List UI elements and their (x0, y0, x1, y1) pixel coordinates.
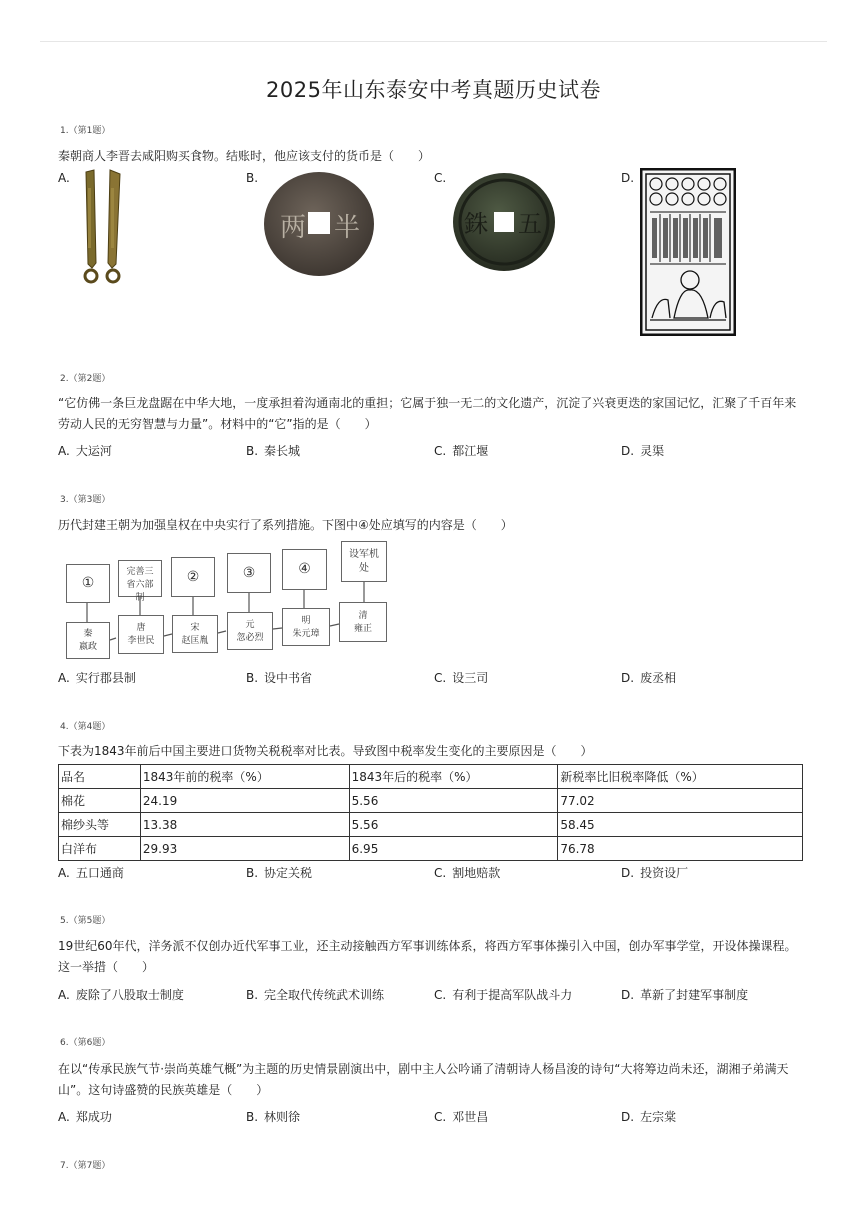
diagram-box-top (171, 557, 215, 597)
option-text: 五口通商 (75, 866, 124, 880)
table-cell: 13.38 (140, 813, 349, 837)
table-cell: 棉纱头等 (59, 813, 141, 837)
option-text: 协定关税 (264, 866, 313, 880)
table-header-cell: 1843年前的税率（%） (140, 765, 349, 789)
option-a[interactable] (58, 171, 70, 185)
table-cell: 5.56 (349, 789, 558, 813)
banliang-coin-image (262, 170, 376, 278)
option-b[interactable] (246, 171, 258, 185)
coin-char-right: 半 (334, 213, 361, 243)
option-text: 废丞相 (640, 671, 677, 685)
option-key: D. (621, 988, 635, 1002)
diagram-box-bottom (282, 608, 330, 646)
option-text: 废除了八股取士制度 (75, 988, 184, 1002)
question-number: 3.（第3题） (60, 495, 111, 505)
option-key: D. (621, 1110, 635, 1124)
option-text: 革新了封建军事制度 (640, 988, 749, 1002)
diagram-label: ② (186, 569, 200, 585)
option-key: C. (434, 1110, 447, 1124)
option-text: 完全取代传统武术训练 (264, 988, 385, 1002)
dynasty-flow-diagram (60, 540, 400, 662)
option-c[interactable] (434, 171, 446, 185)
diagram-label: 宋 赵匡胤 (181, 623, 209, 646)
option-text: 郑成功 (75, 1110, 112, 1124)
diagram-label: 清 雍正 (353, 611, 372, 634)
diagram-box-top (341, 541, 387, 582)
option-key: A. (58, 171, 70, 185)
option-d[interactable] (621, 171, 634, 185)
option-c[interactable] (434, 986, 572, 1003)
option-c[interactable] (434, 1108, 488, 1125)
table-row (59, 837, 803, 861)
option-text: 秦长城 (264, 444, 301, 458)
table-cell: 白洋布 (59, 837, 141, 861)
option-d[interactable] (621, 442, 664, 459)
diagram-box-bottom (118, 615, 164, 654)
table-cell: 24.19 (140, 789, 349, 813)
option-b[interactable] (246, 986, 384, 1003)
table-row (59, 789, 803, 813)
option-text: 左宗棠 (640, 1110, 677, 1124)
diagram-label: 完善三省六部制 (126, 567, 154, 603)
tariff-table (58, 764, 803, 861)
coin-char-left: 两 (280, 213, 307, 243)
question-number: 7.（第7题） (60, 1161, 111, 1171)
diagram-label: 唐 李世民 (127, 623, 155, 646)
option-text: 林则徐 (264, 1110, 301, 1124)
diagram-box-top (66, 564, 110, 603)
wuzhu-coin-image (452, 172, 556, 272)
option-key: B. (246, 171, 259, 185)
diagram-box-bottom (66, 622, 110, 659)
option-key: C. (434, 988, 447, 1002)
option-key: A. (58, 444, 70, 458)
question-number: 5.（第5题） (60, 916, 111, 926)
diagram-box-bottom (339, 602, 387, 642)
option-a[interactable] (58, 442, 112, 459)
option-d[interactable] (621, 669, 676, 686)
question-stem: 下表为1843年前后中国主要进口货物关税税率对比表。导致图中税率发生变化的主要原因是（ ） (58, 744, 593, 758)
option-a[interactable] (58, 864, 124, 881)
diagram-box-bottom (227, 612, 273, 650)
question-number: 4.（第4题） (60, 722, 111, 732)
option-text: 设中书省 (264, 671, 313, 685)
option-key: B. (246, 444, 259, 458)
option-key: D. (621, 171, 635, 185)
option-key: B. (246, 866, 259, 880)
option-key: D. (621, 671, 635, 685)
option-key: D. (621, 866, 635, 880)
coin-char-left: 銖 (464, 210, 488, 238)
table-header-cell: 品名 (59, 765, 141, 789)
option-a[interactable] (58, 986, 184, 1003)
diagram-box-top (282, 549, 327, 590)
option-text: 灵渠 (640, 444, 665, 458)
diagram-label: 明 朱元璋 (292, 616, 320, 639)
question-number: 2.（第2题） (60, 374, 111, 384)
question-stem: “它仿佛一条巨龙盘踞在中华大地，一度承担着沟通南北的重担；它属于独一无二的文化遗产，沉淀了兴衰更迭的家国记忆，汇聚了千百年来劳动人民的无穷智慧与力量”。材料中的“它”指的是（ ） (58, 396, 797, 431)
table-cell: 棉花 (59, 789, 141, 813)
option-key: B. (246, 671, 259, 685)
option-d[interactable] (621, 986, 748, 1003)
option-b[interactable] (246, 864, 312, 881)
question-number: 6.（第6题） (60, 1038, 111, 1048)
option-text: 实行郡县制 (75, 671, 136, 685)
knife-money-image (80, 168, 130, 288)
diagram-label: 秦 嬴政 (78, 629, 97, 652)
diagram-label: 元 忽必烈 (236, 620, 264, 643)
diagram-label: ④ (298, 561, 311, 577)
header-divider (40, 41, 827, 42)
option-key: A. (58, 866, 70, 880)
diagram-label: 设军机处 (349, 549, 379, 574)
option-key: D. (621, 444, 635, 458)
diagram-label: ① (81, 575, 95, 591)
table-header-row (59, 765, 803, 789)
table-cell: 76.78 (558, 837, 803, 861)
option-key: C. (434, 671, 447, 685)
option-key: C. (434, 444, 447, 458)
option-text: 割地赔款 (452, 866, 501, 880)
option-a[interactable] (58, 669, 136, 686)
option-text: 大运河 (75, 444, 112, 458)
option-text: 都江堰 (452, 444, 489, 458)
option-a[interactable] (58, 1108, 112, 1125)
option-key: C. (434, 171, 447, 185)
option-d[interactable] (621, 1108, 676, 1125)
question-stem: 秦朝商人李晋去咸阳购买食物。结账时，他应该支付的货币是（ ） (58, 149, 431, 163)
option-text: 有利于提高军队战斗力 (452, 988, 573, 1002)
question-stem: 19世纪60年代，洋务派不仅创办近代军事工业，还主动接触西方军事训练体系，将西方军事体操引入中国，创办军事学堂，开设体操课程。这一举措（ ） (58, 939, 797, 974)
option-key: A. (58, 988, 70, 1002)
table-cell: 6.95 (349, 837, 558, 861)
option-key: B. (246, 988, 259, 1002)
option-d[interactable] (621, 864, 688, 881)
option-key: B. (246, 1110, 259, 1124)
option-b[interactable] (246, 1108, 300, 1125)
option-key: A. (58, 671, 70, 685)
question-stem: 在以“传承民族气节·崇尚英雄气概”为主题的历史情景剧演出中，剧中主人公吟诵了清朝诗人杨昌浚的诗句“大将筹边尚未还，湖湘子弟满天山”。这句诗盛赞的民族英雄是（ ） (58, 1062, 789, 1097)
diagram-box-top (118, 560, 162, 603)
table-header-cell: 1843年后的税率（%） (349, 765, 558, 789)
option-text: 设三司 (452, 671, 489, 685)
paper-money-image (640, 168, 736, 336)
coin-char-right: 五 (518, 210, 542, 238)
question-number: 1.（第1题） (60, 126, 111, 136)
page-title: 2025年山东泰安中考真题历史试卷 (266, 78, 601, 102)
option-b[interactable] (246, 442, 300, 459)
option-c[interactable] (434, 442, 488, 459)
diagram-label: ③ (242, 565, 256, 581)
table-cell: 77.02 (558, 789, 803, 813)
question-stem: 历代封建王朝为加强皇权在中央实行了系列措施。下图中④处应填写的内容是（ ） (58, 518, 513, 532)
table-row (59, 813, 803, 837)
diagram-box-bottom (172, 615, 218, 653)
option-key: C. (434, 866, 447, 880)
option-c[interactable] (434, 669, 488, 686)
option-text: 邓世昌 (452, 1110, 489, 1124)
option-c[interactable] (434, 864, 500, 881)
option-text: 投资设厂 (640, 866, 689, 880)
option-key: A. (58, 1110, 70, 1124)
table-cell: 58.45 (558, 813, 803, 837)
diagram-box-top (227, 553, 271, 593)
table-cell: 5.56 (349, 813, 558, 837)
table-cell: 29.93 (140, 837, 349, 861)
option-b[interactable] (246, 669, 312, 686)
table-header-cell: 新税率比旧税率降低（%） (558, 765, 803, 789)
